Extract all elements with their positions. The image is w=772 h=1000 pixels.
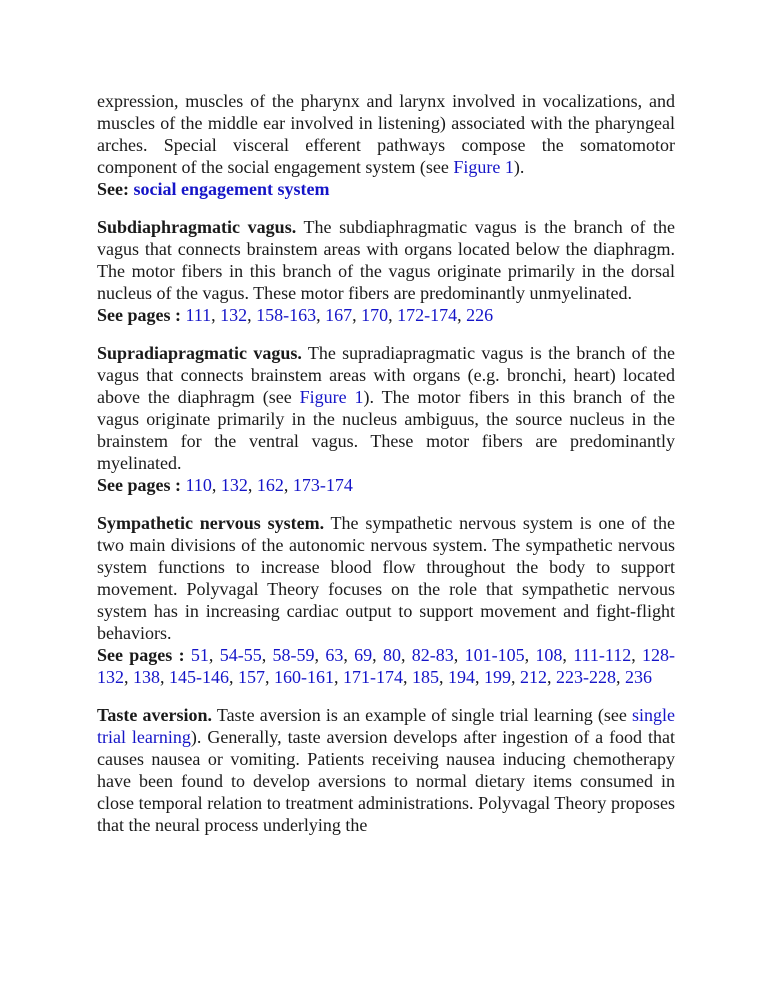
page-link[interactable]: 167 xyxy=(325,305,353,325)
page-link[interactable]: 82-83 xyxy=(411,645,454,665)
entry-body-end: ). Generally, taste aversion develops after ingestion of a food that causes nausea or vomiting. Patients receiving nausea inducing chemotherapy have been found to develop aversions to normal dietary items consumed in close temporal relation to treatment administrations. Polyvagal Theory proposes that the neural process underlying the xyxy=(97,727,675,835)
page-link[interactable]: 63 xyxy=(325,645,344,665)
page-link[interactable]: 132 xyxy=(220,305,248,325)
page-link[interactable]: 185 xyxy=(412,667,439,687)
glossary-entry-subdiaphragmatic-vagus xyxy=(97,216,675,326)
page-link[interactable]: 172-174 xyxy=(397,305,458,325)
entry-body: The supradiapragmatic vagus is the branch of the vagus that connects brainstem areas with organs (e.g. bronchi, heart) located above the diaphragm (see xyxy=(97,343,675,407)
page-link[interactable]: 80 xyxy=(382,645,401,665)
page-link[interactable]: 226 xyxy=(466,305,494,325)
entry-definition xyxy=(97,512,675,644)
page-link[interactable]: 108 xyxy=(535,645,563,665)
figure-1-link[interactable]: Figure 1 xyxy=(453,157,514,177)
page-link[interactable]: 51 xyxy=(190,645,209,665)
entry-pages xyxy=(97,304,675,326)
entry-definition xyxy=(97,704,675,836)
page-link[interactable]: 128-132 xyxy=(97,645,676,687)
entry-pages xyxy=(97,474,675,496)
glossary-entry-taste-aversion xyxy=(97,704,675,836)
page-link[interactable]: 110 xyxy=(185,475,212,495)
entry-term: Sympathetic nervous system. xyxy=(97,513,325,533)
see-pages-label: See pages : xyxy=(97,305,186,325)
figure-1-link[interactable]: Figure 1 xyxy=(299,387,364,407)
intro-see-line xyxy=(97,178,675,200)
page-link[interactable]: 170 xyxy=(361,305,389,325)
entry-body: Taste aversion is an example of single trial learning (see xyxy=(212,705,632,725)
single-trial-learning-link[interactable]: single trial learning xyxy=(97,705,675,747)
entry-body-end: ). The motor fibers in this branch of the vagus originate primarily in the nucleus ambiguus, the source nucleus in the brainstem for the ventral vagus. These motor fibers are predominantly myelinated. xyxy=(97,387,675,473)
page-link[interactable]: 54-55 xyxy=(219,645,262,665)
intro-text-end: ). xyxy=(513,157,525,177)
page-link[interactable]: 145-146 xyxy=(169,667,229,687)
see-pages-label: See pages : xyxy=(97,475,186,495)
glossary-entry-sympathetic-nervous-system xyxy=(97,512,675,688)
page-links: 110, 132, 162, 173-174 xyxy=(185,475,353,495)
entry-term: Supradiapragmatic vagus. xyxy=(97,343,302,363)
page-link[interactable]: 111 xyxy=(185,305,212,325)
page-links: 51, 54-55, 58-59, 63, 69, 80, 82-83, 101-105, 108, 111-112, 128-132, 138, 145-146, 157, 160-161, 171-174, 185, 194, 199, 212, 223-228, 236 xyxy=(97,645,676,687)
page-link[interactable]: 111-112 xyxy=(573,645,632,665)
see-pages-label: See pages : xyxy=(97,645,191,665)
glossary-entry-supradiapragmatic-vagus xyxy=(97,342,675,496)
glossary-content xyxy=(97,90,675,836)
entry-body: The subdiaphragmatic vagus is the branch of the vagus that connects brainstem areas with organs located below the diaphragm. The motor fibers in this branch of the vagus originate primarily in the dorsal nucleus of the vagus. These motor fibers are predominantly unmyelinated. xyxy=(97,217,675,303)
page-link[interactable]: 157 xyxy=(238,667,265,687)
page-link[interactable]: 199 xyxy=(484,667,511,687)
social-engagement-system-link[interactable]: social engagement system xyxy=(133,179,330,199)
page-links: 111, 132, 158-163, 167, 170, 172-174, 226 xyxy=(185,305,494,325)
page-link[interactable]: 212 xyxy=(520,667,547,687)
page-link[interactable]: 173-174 xyxy=(292,475,353,495)
intro-text: expression, muscles of the pharynx and larynx involved in vocalizations, and muscles of the middle ear involved in listening) associated with the pharyngeal arches. Special visceral efferent pathways compose the somatomotor component of the social engagement system (see xyxy=(97,91,675,177)
page-link[interactable]: 132 xyxy=(220,475,248,495)
page-link[interactable]: 171-174 xyxy=(343,667,403,687)
page-link[interactable]: 69 xyxy=(354,645,373,665)
page-link[interactable]: 158-163 xyxy=(256,305,317,325)
intro-block xyxy=(97,90,675,200)
page-link[interactable]: 162 xyxy=(256,475,284,495)
entry-term: Taste aversion. xyxy=(97,705,212,725)
page-link[interactable]: 138 xyxy=(133,667,160,687)
entry-term: Subdiaphragmatic vagus. xyxy=(97,217,297,237)
see-label: See: xyxy=(97,179,134,199)
page-link[interactable]: 160-161 xyxy=(274,667,334,687)
entry-definition xyxy=(97,216,675,304)
intro-paragraph xyxy=(97,90,675,178)
page-link[interactable]: 101-105 xyxy=(464,645,525,665)
entry-body: The sympathetic nervous system is one of the two main divisions of the autonomic nervous system. The sympathetic nervous system functions to increase blood flow throughout the body to support movement. Polyvagal Theory focuses on the role that sympathetic nervous system has in increasing cardiac output to support movement and fight-flight behaviors. xyxy=(97,513,675,643)
entry-definition xyxy=(97,342,675,474)
page-link[interactable]: 58-59 xyxy=(272,645,315,665)
page-link[interactable]: 236 xyxy=(625,667,652,687)
page-link[interactable]: 194 xyxy=(448,667,475,687)
entry-pages xyxy=(97,644,675,688)
page-link[interactable]: 223-228 xyxy=(556,667,616,687)
